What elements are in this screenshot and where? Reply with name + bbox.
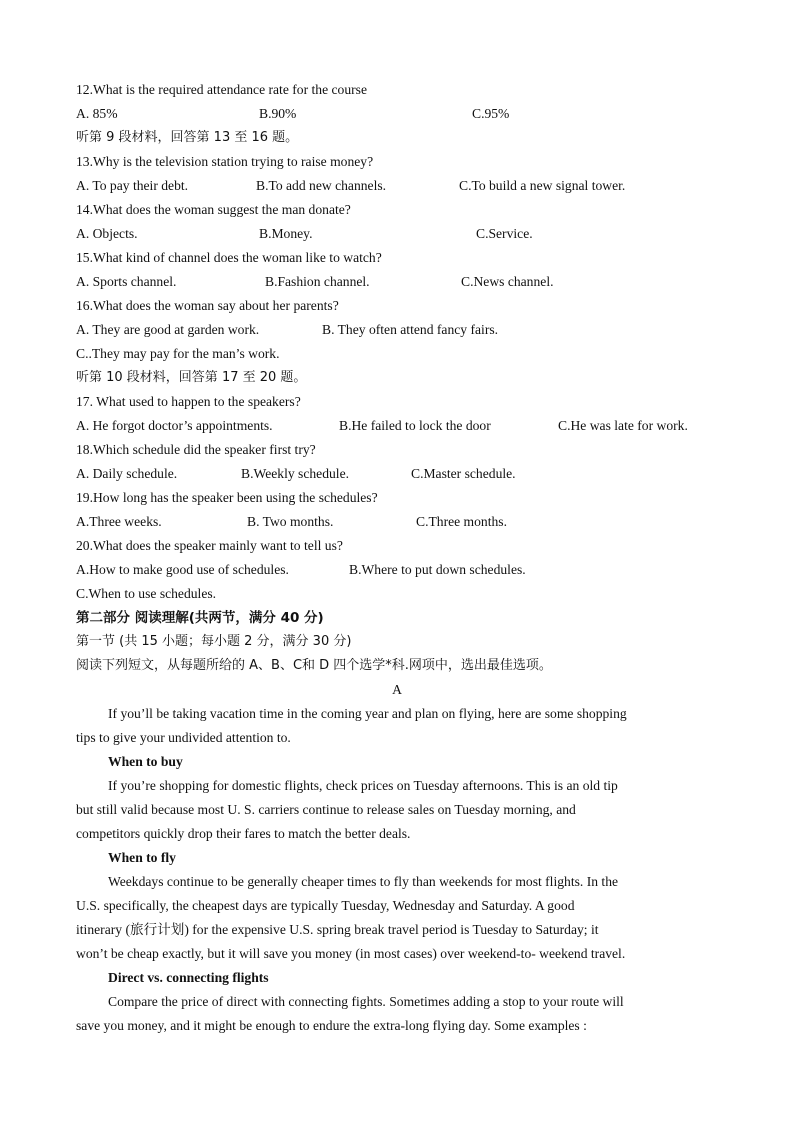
option-c: C.News channel. (461, 274, 554, 289)
paragraph-1-line-2: but still valid because most U. S. carriers continue to release sales on Tuesday morning, and (76, 802, 576, 817)
paragraph-2-line-4: won’t be cheap exactly, but it will save you money (in most cases) over weekend-to- weekend travel. (76, 946, 626, 961)
option-c: C.95% (472, 106, 510, 121)
option-a: A.Three weeks. (76, 514, 162, 529)
option-b: B.Fashion channel. (265, 274, 370, 289)
option-a: A. He forgot doctor’s appointments. (76, 418, 273, 433)
option-a: A. They are good at garden work. (76, 322, 260, 337)
options-18 (76, 462, 726, 486)
option-c-20: C.When to use schedules. (76, 586, 217, 601)
options-17 (76, 414, 726, 438)
subheading-when-to-buy: When to buy (108, 754, 183, 769)
paragraph-1-line-3: competitors quickly drop their fares to match the better deals. (76, 826, 411, 841)
option-a: A.How to make good use of schedules. (76, 562, 289, 577)
option-c: C.Three months. (416, 514, 507, 529)
options-16 (76, 318, 726, 342)
question-14: 14.What does the woman suggest the man donate? (76, 202, 351, 217)
passage-intro-line-2: tips to give your undivided attention to. (76, 730, 291, 745)
section-instruction-9: 听第 9 段材料，回答第 13 至 16 题。 (76, 130, 299, 145)
option-b: B.To add new channels. (256, 178, 387, 193)
option-c: C.To build a new signal tower. (459, 178, 626, 193)
paragraph-1-line-1: If you’re shopping for domestic flights, check prices on Tuesday afternoons. This is an old tip (108, 778, 618, 793)
option-b: B. Two months. (247, 514, 334, 529)
question-18: 18.Which schedule did the speaker first try? (76, 442, 316, 457)
subheading-when-to-fly: When to fly (108, 850, 176, 865)
option-c-16: C..They may pay for the man’s work. (76, 346, 280, 361)
paragraph-3-line-2: save you money, and it might be enough to endure the extra-long flying day. Some examples : (76, 1018, 587, 1033)
option-a: A. Objects. (76, 226, 138, 241)
paragraph-2-line-1: Weekdays continue to be generally cheaper times to fly than weekends for most flights. In the (108, 874, 619, 889)
passage-letter: A (392, 682, 402, 697)
part-two-heading: 第二部分 阅读理解(共两节，满分 40 分) (76, 610, 324, 626)
subheading-direct-vs-connecting: Direct vs. connecting flights (108, 970, 269, 985)
section-one-heading: 第一节 (共 15 小题；每小题 2 分，满分 30 分) (76, 634, 352, 649)
option-a: A. To pay their debt. (76, 178, 189, 193)
option-c: C.He was late for work. (558, 418, 688, 433)
option-b: B.90% (259, 106, 297, 121)
option-b: B.Money. (259, 226, 313, 241)
section-instruction-10: 听第 10 段材料，回答第 17 至 20 题。 (76, 370, 307, 385)
reading-instruction: 阅读下列短文，从每题所给的 A、B、C和 D 四个选学*科.网项中，选出最佳选项。 (76, 658, 552, 673)
option-b: B.Weekly schedule. (241, 466, 349, 481)
options-19 (76, 510, 726, 534)
options-20 (76, 558, 726, 582)
paragraph-3-line-1: Compare the price of direct with connecting fights. Sometimes adding a stop to your route will (108, 994, 624, 1009)
question-20: 20.What does the speaker mainly want to tell us? (76, 538, 343, 553)
question-16: 16.What does the woman say about her parents? (76, 298, 339, 313)
options-15 (76, 270, 726, 294)
paragraph-2-line-3: itinerary (旅行计划) for the expensive U.S. spring break travel period is Tuesday to Saturday; it (76, 922, 599, 937)
option-c: C.Master schedule. (411, 466, 516, 481)
option-b: B.Where to put down schedules. (349, 562, 526, 577)
paragraph-2-line-2: U.S. specifically, the cheapest days are typically Tuesday, Wednesday and Saturday. A good (76, 898, 575, 913)
passage-intro-line-1: If you’ll be taking vacation time in the coming year and plan on flying, here are some shopping (108, 706, 627, 721)
option-a: A. Daily schedule. (76, 466, 178, 481)
question-15: 15.What kind of channel does the woman like to watch? (76, 250, 382, 265)
question-17: 17. What used to happen to the speakers? (76, 394, 301, 409)
options-12 (76, 102, 726, 126)
options-13 (76, 174, 726, 198)
option-b: B. They often attend fancy fairs. (322, 322, 499, 337)
option-c: C.Service. (476, 226, 533, 241)
option-b: B.He failed to lock the door (339, 418, 491, 433)
option-a: A. Sports channel. (76, 274, 177, 289)
options-14 (76, 222, 726, 246)
question-13: 13.Why is the television station trying to raise money? (76, 154, 374, 169)
option-a: A. 85% (76, 106, 118, 121)
question-19: 19.How long has the speaker been using the schedules? (76, 490, 378, 505)
question-12: 12.What is the required attendance rate for the course (76, 82, 367, 97)
